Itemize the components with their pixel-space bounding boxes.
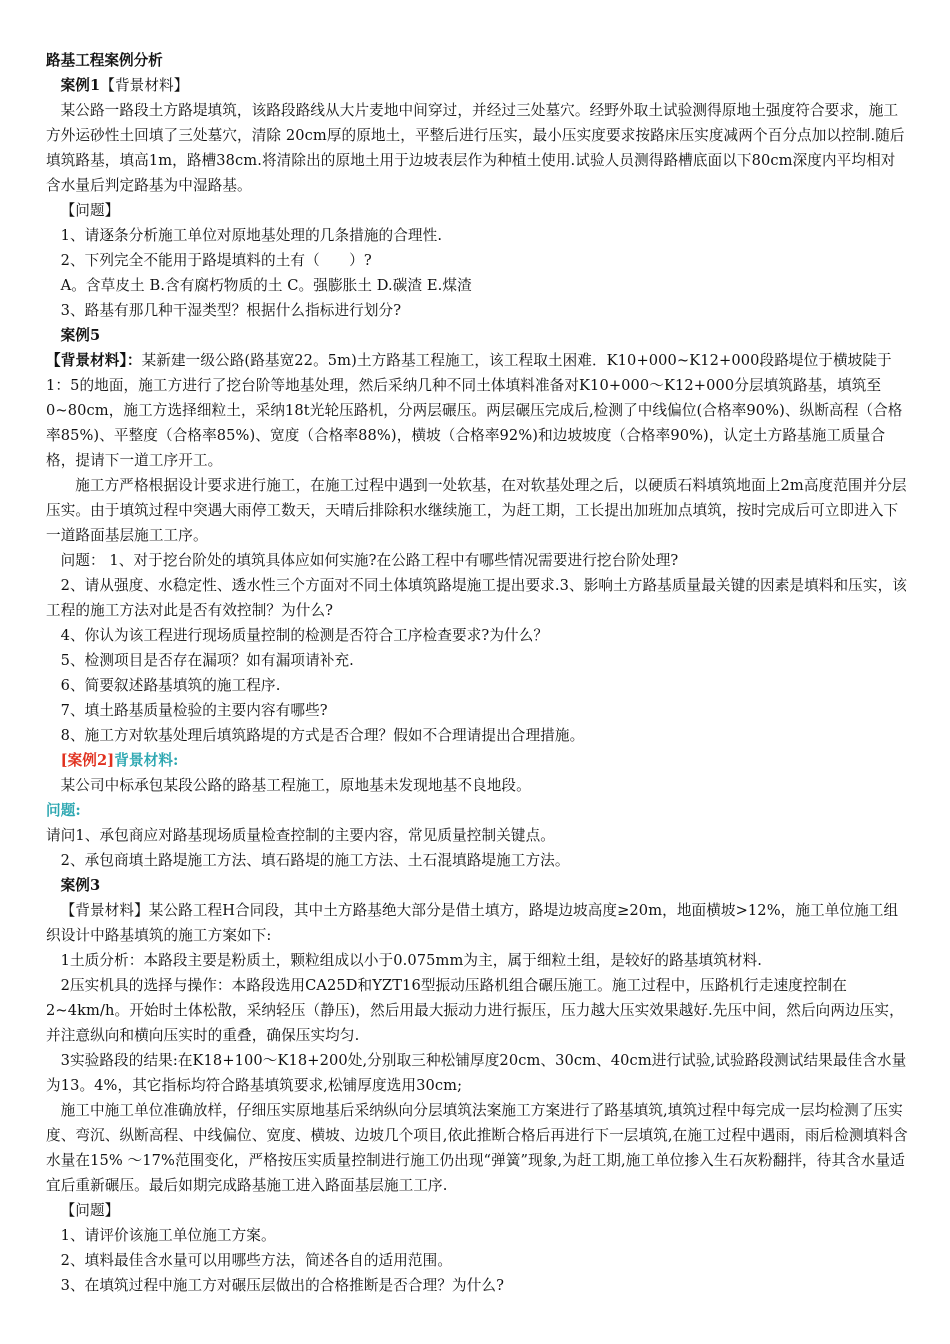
case3-background: 【背景材料】某公路工程H合同段，其中土方路基绝大部分是借土填方，路堤边坡高度≥20m，地面横坡>12%，施工单位施工组织设计中路基填筑的施工方案如下: (46, 902, 899, 944)
case1-question-2-options: A。含草皮土 B.含有腐朽物质的土 C。强膨胀土 D.碳渣 E.煤渣 (60, 277, 472, 294)
case5-background-2: 施工方严格根据设计要求进行施工，在施工过程中遇到一处软基，在对软基处理之后，以硬质石料填筑地面上2m高度范围并分层压实。由于填筑过程中突遇大雨停工数天，天晴后排除积水继续施工，为赶工期，工长提出加班加点填筑，按时完成后可立即进入下一道路面基层施工工序。 (46, 477, 907, 544)
case5-question-1: 问题： 1、对于挖台阶处的填筑具体应如何实施?在公路工程中有哪些情况需要进行挖台阶处理? (60, 552, 679, 569)
case5-background (46, 348, 908, 473)
case2-background: 某公司中标承包某段公路的路基工程施工，原地基未发现地基不良地段。 (60, 777, 531, 794)
case1-heading-label: 案例1 (60, 77, 101, 94)
case3-question-1: 1、请评价该施工单位施工方案。 (60, 1227, 276, 1244)
case5-question-7: 7、填土路基质量检验的主要内容有哪些? (60, 702, 328, 719)
case1-question-3: 3、路基有那几种干湿类型？根据什么指标进行划分? (60, 302, 402, 319)
case1-question-2: 2、下列完全不能用于路堤填料的土有（ ）? (60, 252, 372, 269)
case5-question-8: 8、施工方对软基处理后填筑路堤的方式是否合理？假如不合理请提出合理措施。 (60, 727, 585, 744)
case5-background-label: 【背景材料】： (46, 352, 142, 369)
case2-background-label: 背景材料: (114, 752, 179, 769)
case3-heading: 案例3 (60, 877, 101, 894)
document-title: 路基工程案例分析 (46, 52, 163, 69)
case1-background: 某公路一路段土方路堤填筑，该路段路线从大片麦地中间穿过，并经过三处墓穴。经野外取土试验测得原地土强度符合要求，施工方外运砂性土回填了三处墓穴，清除 20cm厚的原地土，平整后进行压实，最小压实度要求按路床压实度减两个百分点加以控制.随后填筑路基，填高1m，路槽38cm.将清除出的原地土用于边坡表层作为种植土使用.试验人员测得路槽底面以下80cm深度内平均相对含水量后判定路基为中湿路基。 (46, 102, 905, 194)
case5-question-6: 6、简要叙述路基填筑的施工程序. (60, 677, 281, 694)
case2-question-2: 2、承包商填土路堤施工方法、填石路堤的施工方法、土石混填路堤施工方法。 (60, 852, 570, 869)
case5-question-2: 2、请从强度、水稳定性、透水性三个方面对不同土体填筑路堤施工提出要求.3、影响土方路基质量最关键的因素是填料和压实，该工程的施工方法对此是否有效控制？为什么? (46, 577, 907, 619)
case3-item-1: 1土质分析：本路段主要是粉质土，颗粒组成以小于0.075mm为主，属于细粒土组，是较好的路基填筑材料. (60, 952, 763, 969)
case3-paragraph: 施工中施工单位准确放样，仔细压实原地基后采纳纵向分层填筑法案施工方案进行了路基填筑,填筑过程中每完成一层均检测了压实度、弯沉、纵断高程、中线偏位、宽度、横坡、边坡几个项目,依此推断合格后再进行下一层填筑,在施工过程中遇雨，雨后检测填料含水量在15% ～17%范围变化，严格按压实质量控制进行施工仍出现“弹簧”现象,为赶工期,施工单位掺入生石灰粉翻拌，待其含水量适宜后重新碾压。最后如期完成路基施工进入路面基层施工工序. (46, 1102, 908, 1194)
case3-question-3: 3、在填筑过程中施工方对碾压层做出的合格推断是否合理？为什么? (60, 1277, 505, 1294)
case5-question-5: 5、检测项目是否存在漏项？如有漏项请补充. (60, 652, 354, 669)
case5-question-4: 4、你认为该工程进行现场质量控制的检测是否符合工序检查要求?为什么？ (60, 627, 549, 644)
case1-questions-label: 【问题】 (60, 202, 120, 219)
case2-questions-label: 问题: (46, 802, 81, 819)
case2-heading (46, 748, 908, 773)
case5-background-text: 某新建一级公路(路基宽22。5m)土方路基工程施工，该工程取土困难．K10+000~K12+000段路堤位于横坡陡于1：5的地面，施工方进行了挖台阶等地基处理，然后采纳几种不同土体填料准备对K10+000～K12+000分层填筑路基，填筑至0~80cm，施工方选择细粒土，采纳18t光轮压路机，分两层碾压。两层碾压完成后,检测了中线偏位(合格率90%)、纵断高程（合格率85%)、平整度（合格率85%)、宽度（合格率88%)，横坡（合格率92%)和边坡坡度（合格率90%)，认定土方路基施工质量合格，提请下一道工序开工。 (46, 352, 903, 469)
case3-item-3: 3实验路段的结果:在K18+100～K18+200处,分别取三种松铺厚度20cm、30cm、40cm进行试验,试验路段测试结果最佳含水量为13。4%，其它指标均符合路基填筑要求,松铺厚度选用30cm; (46, 1052, 907, 1094)
case1-heading-bracket: 【背景材料】 (100, 77, 189, 94)
case3-question-2: 2、填料最佳含水量可以用哪些方法，简述各自的适用范围。 (60, 1252, 453, 1269)
case5-heading: 案例5 (60, 327, 101, 344)
case2-heading-label: [案例2] (60, 752, 115, 769)
case1-heading (46, 73, 908, 98)
case1-question-1: 1、请逐条分析施工单位对原地基处理的几条措施的合理性. (60, 227, 443, 244)
case2-question-1: 请问1、承包商应对路基现场质量检查控制的主要内容，常见质量控制关键点。 (46, 827, 555, 844)
case3-questions-label: 【问题】 (60, 1202, 120, 1219)
case3-item-2: 2压实机具的选择与操作：本路段选用CA25D和YZT16型振动压路机组合碾压施工。施工过程中，压路机行走速度控制在2~4km/h。开始时土体松散，采纳轻压（静压)，然后用最大振动力进行振压，压力越大压实效果越好.先压中间，然后向两边压实，并注意纵向和横向压实时的重叠，确保压实均匀. (46, 977, 904, 1044)
